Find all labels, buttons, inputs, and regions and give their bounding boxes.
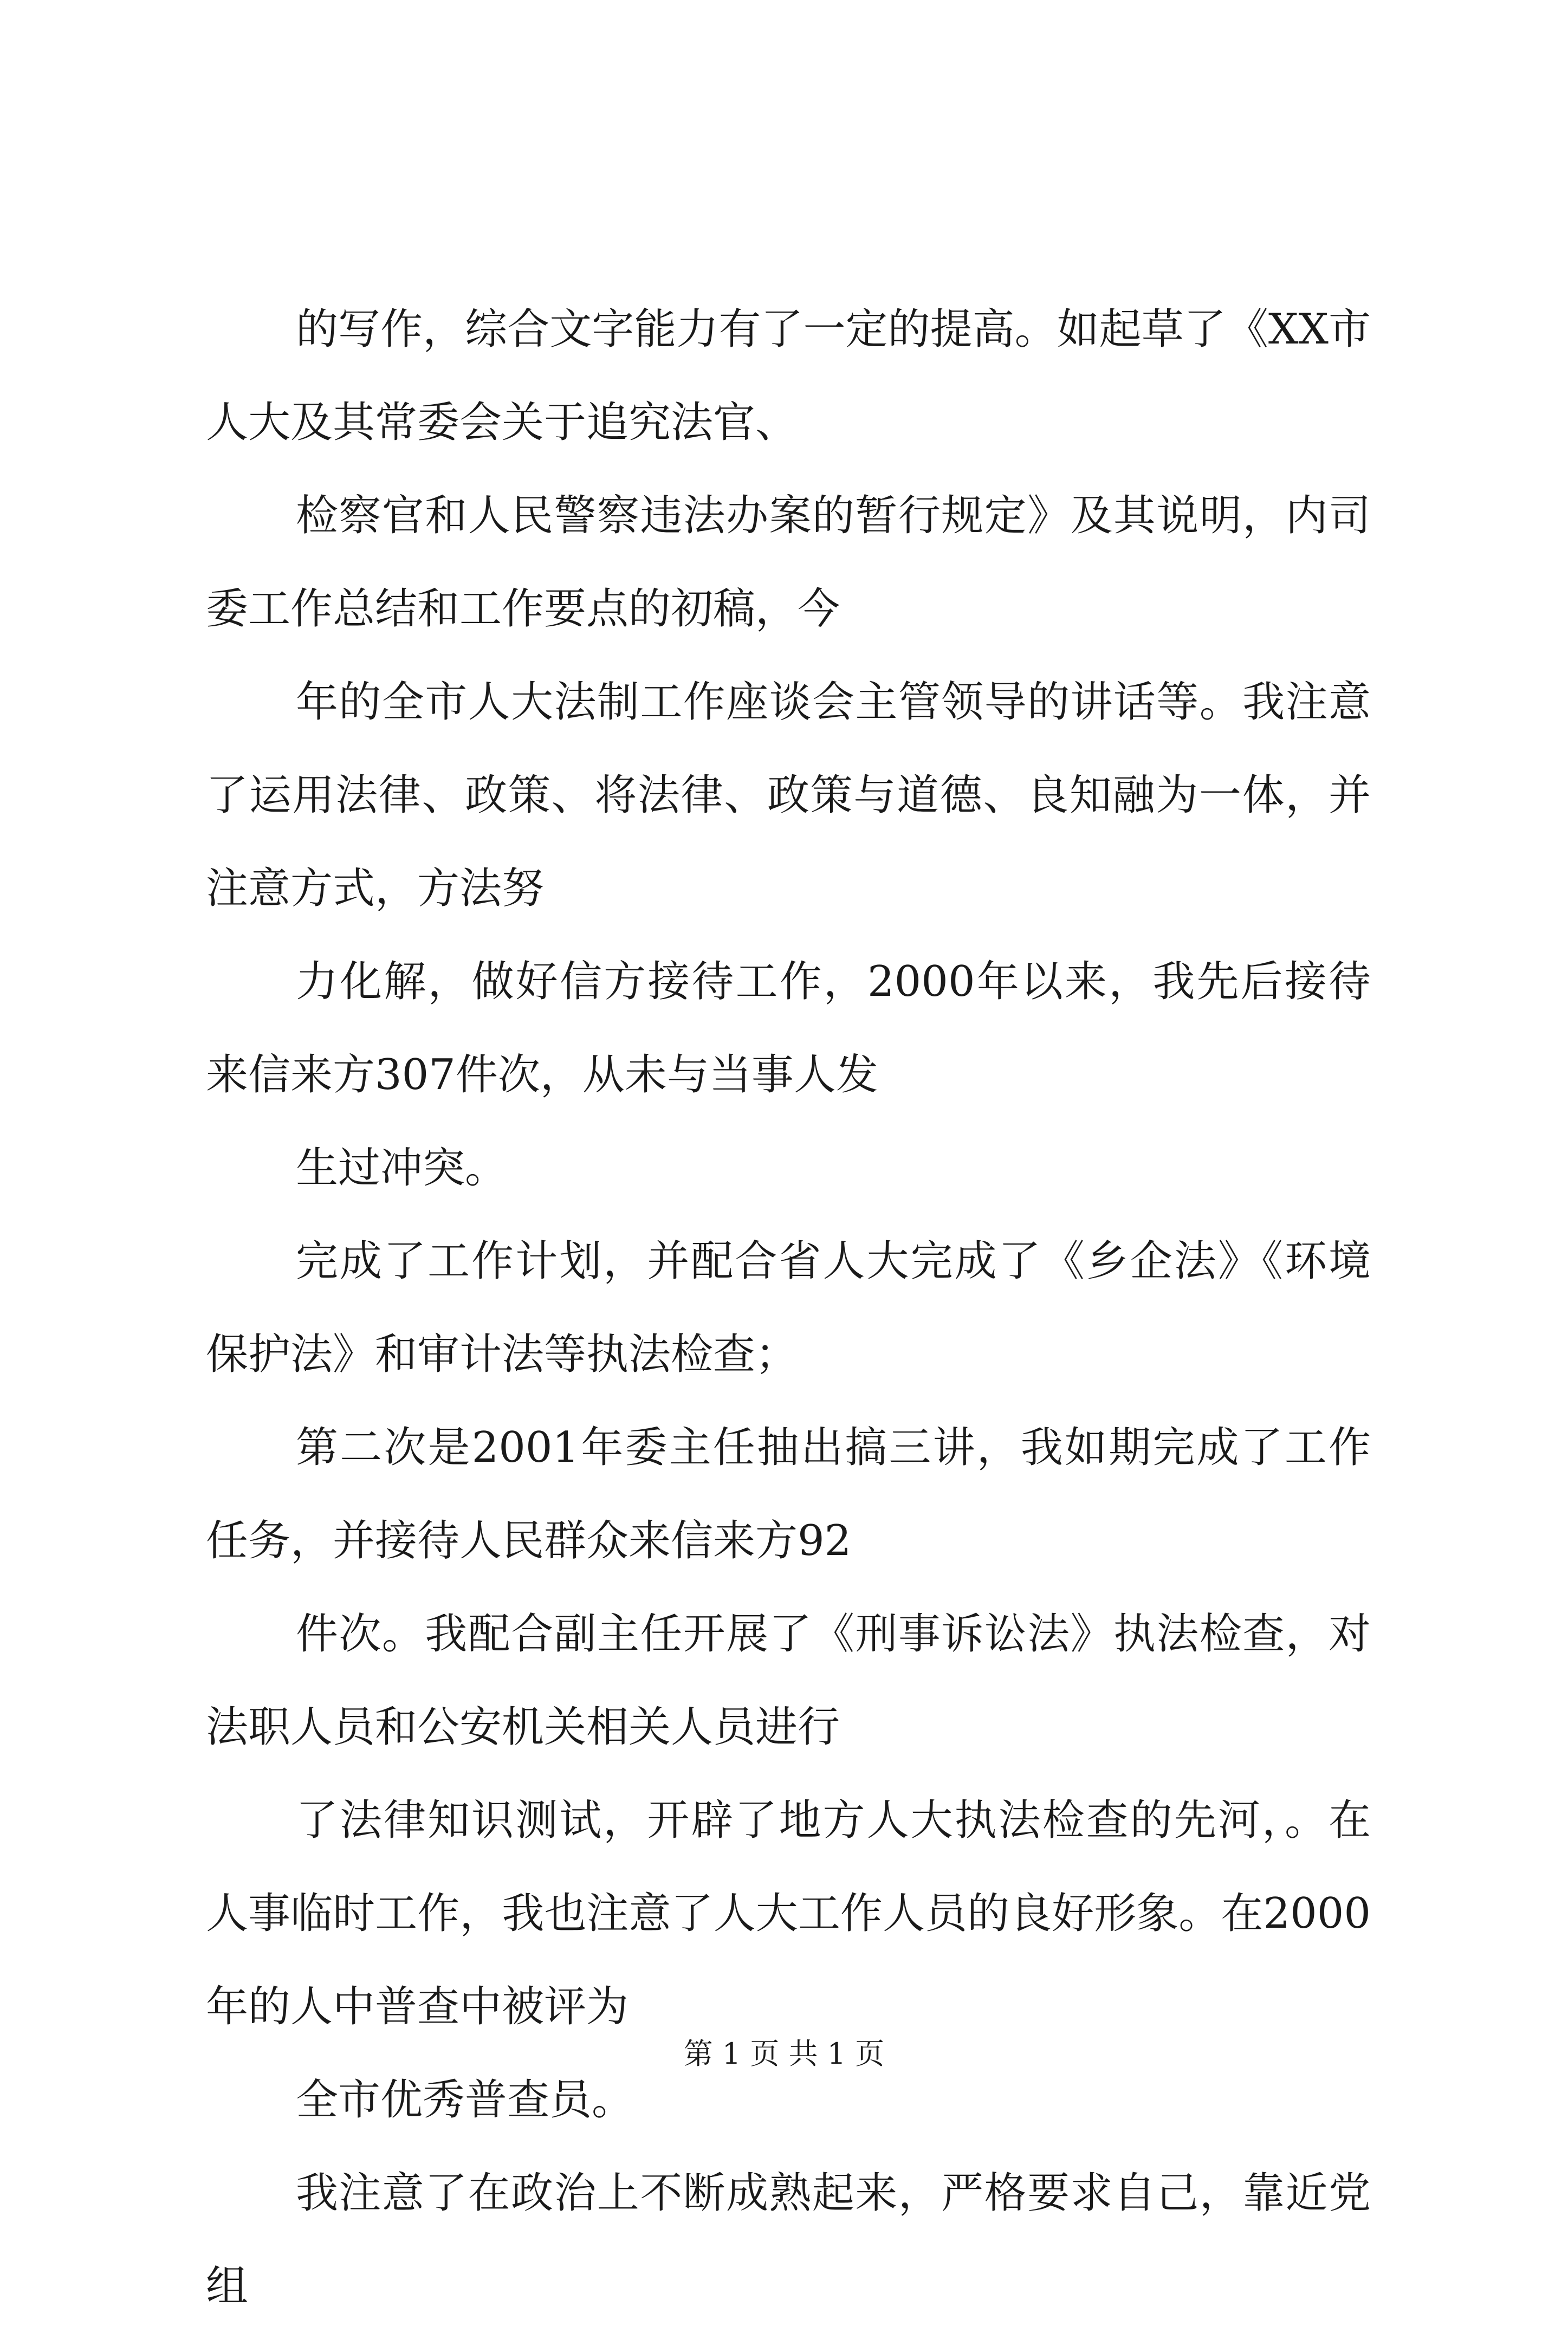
paragraph: 件次。我配合副主任开展了《刑事诉讼法》执法检查，对法职人员和公安机关相关人员进行: [206, 1610, 1371, 1752]
page-number-label: 第 1 页 共 1 页: [683, 2037, 885, 2071]
paragraph: 检察官和人民警察违法办案的暂行规定》及其说明，内司委工作总结和工作要点的初稿，今: [206, 491, 1371, 633]
paragraph: 的写作，综合文字能力有了一定的提高。如起草了《XX市人大及其常委会关于追究法官、: [206, 305, 1371, 447]
document-body: [206, 283, 1371, 2333]
paragraph: 我注意了在政治上不断成熟起来，严格要求自己，靠近党组: [206, 2169, 1371, 2311]
paragraph: 生过冲突。: [296, 1144, 508, 1193]
paragraph: 全市优秀普查员。: [296, 2076, 634, 2124]
page-footer: [0, 2031, 1568, 2072]
paragraph: 了法律知识测试，开辟了地方人大执法检查的先河，。在人事临时工作，我也注意了人大工作人员的良好形象。在2000年的人中普查中被评为: [206, 1796, 1371, 2031]
paragraph: 完成了工作计划，并配合省人大完成了《乡企法》《环境保护法》和审计法等执法检查；: [206, 1237, 1371, 1379]
paragraph: 第二次是2001年委主任抽出搞三讲，我如期完成了工作任务，并接待人民群众来信来方92: [206, 1423, 1371, 1565]
paragraph: 年的全市人大法制工作座谈会主管领导的讲话等。我注意了运用法律、政策、将法律、政策与道德、良知融为一体，并注意方式，方法努: [206, 678, 1371, 913]
paragraph: 力化解，做好信方接待工作，2000年以来，我先后接待来信来方307件次，从未与当事人发: [206, 957, 1371, 1099]
